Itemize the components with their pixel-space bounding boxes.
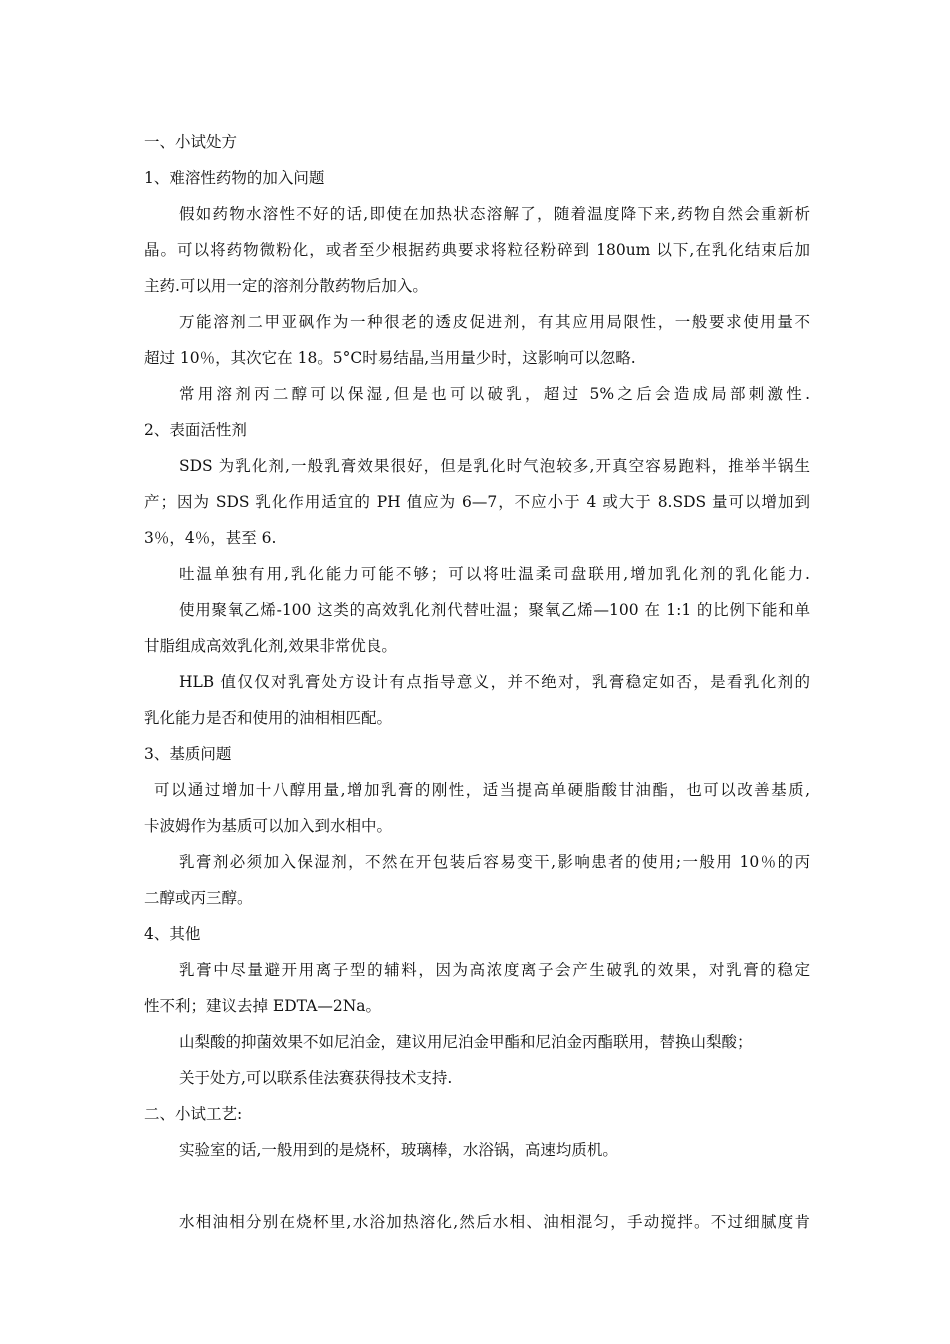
paragraph-line: 3％，4％，甚至 6.	[144, 529, 277, 547]
paragraph-line: 乳膏剂必须加入保湿剂，不然在开包装后容易变干,影响患者的使用;一般用 10％的丙	[179, 853, 810, 871]
section-heading-process: 二、小试工艺:	[144, 1105, 243, 1123]
paragraph-line: 实验室的话,一般用到的是烧杯，玻璃棒，水浴锅，高速均质机。	[179, 1141, 618, 1159]
paragraph-line: 晶。可以将药物微粉化，或者至少根据药典要求将粒径粉碎到 180um 以下,在乳化结束后加	[144, 241, 810, 259]
paragraph-line: 万能溶剂二甲亚砜作为一种很老的透皮促进剂，有其应用局限性，一般要求使用量不	[179, 313, 810, 331]
paragraph-line: 假如药物水溶性不好的话,即使在加热状态溶解了，随着温度降下来,药物自然会重新析	[179, 205, 810, 223]
paragraph-line: 山梨酸的抑菌效果不如尼泊金，建议用尼泊金甲酯和尼泊金丙酯联用，替换山梨酸；	[179, 1033, 753, 1051]
paragraph-line: 乳化能力是否和使用的油相相匹配。	[144, 709, 393, 727]
paragraph-line: 关于处方,可以联系佳法赛获得技术支持.	[179, 1069, 453, 1087]
subheading-insoluble-drugs: 1、难溶性药物的加入问题	[144, 169, 325, 187]
paragraph-line: 常用溶剂丙二醇可以保湿,但是也可以破乳，超过 5%之后会造成局部刺激性.	[179, 385, 810, 403]
paragraph-line: 乳膏中尽量避开用离子型的辅料，因为高浓度离子会产生破乳的效果，对乳膏的稳定	[179, 961, 810, 979]
paragraph-line: HLB 值仅仅对乳膏处方设计有点指导意义，并不绝对，乳膏稳定如否，是看乳化剂的	[179, 673, 810, 691]
section-heading-formula: 一、小试处方	[144, 133, 238, 151]
paragraph-line: 卡波姆作为基质可以加入到水相中。	[144, 817, 393, 835]
subheading-base: 3、基质问题	[144, 745, 232, 763]
paragraph-line: 水相油相分别在烧杯里,水浴加热溶化,然后水相、油相混匀，手动搅拌。不过细腻度肯	[179, 1213, 810, 1231]
paragraph-line: 甘脂组成高效乳化剂,效果非常优良。	[144, 637, 397, 655]
paragraph-line: 主药.可以用一定的溶剂分散药物后加入。	[144, 277, 428, 295]
paragraph-line: 使用聚氧乙烯-100 这类的高效乳化剂代替吐温；聚氧乙烯—100 在 1:1 的比例下能和单	[179, 601, 810, 619]
paragraph-line: 超过 10％，其次它在 18。5°C时易结晶,当用量少时，这影响可以忽略.	[144, 349, 636, 367]
subheading-surfactants: 2、表面活性剂	[144, 421, 247, 439]
paragraph-line: 吐温单独有用,乳化能力可能不够；可以将吐温柔司盘联用,增加乳化剂的乳化能力.	[179, 565, 810, 583]
blank-line	[144, 1168, 810, 1204]
paragraph-line: 产；因为 SDS 乳化作用适宜的 PH 值应为 6—7，不应小于 4 或大于 8.SDS 量可以增加到	[144, 493, 810, 511]
paragraph-line: 可以通过增加十八醇用量,增加乳膏的刚性，适当提高单硬脂酸甘油酯，也可以改善基质,	[154, 781, 810, 799]
subheading-other: 4、其他	[144, 925, 201, 943]
paragraph-line: 性不利；建议去掉 EDTA—2Na。	[144, 997, 382, 1015]
paragraph-line: SDS 为乳化剂,一般乳膏效果很好，但是乳化时气泡较多,开真空容易跑料，推举半锅生	[179, 457, 810, 475]
paragraph-line: 二醇或丙三醇。	[144, 889, 253, 907]
